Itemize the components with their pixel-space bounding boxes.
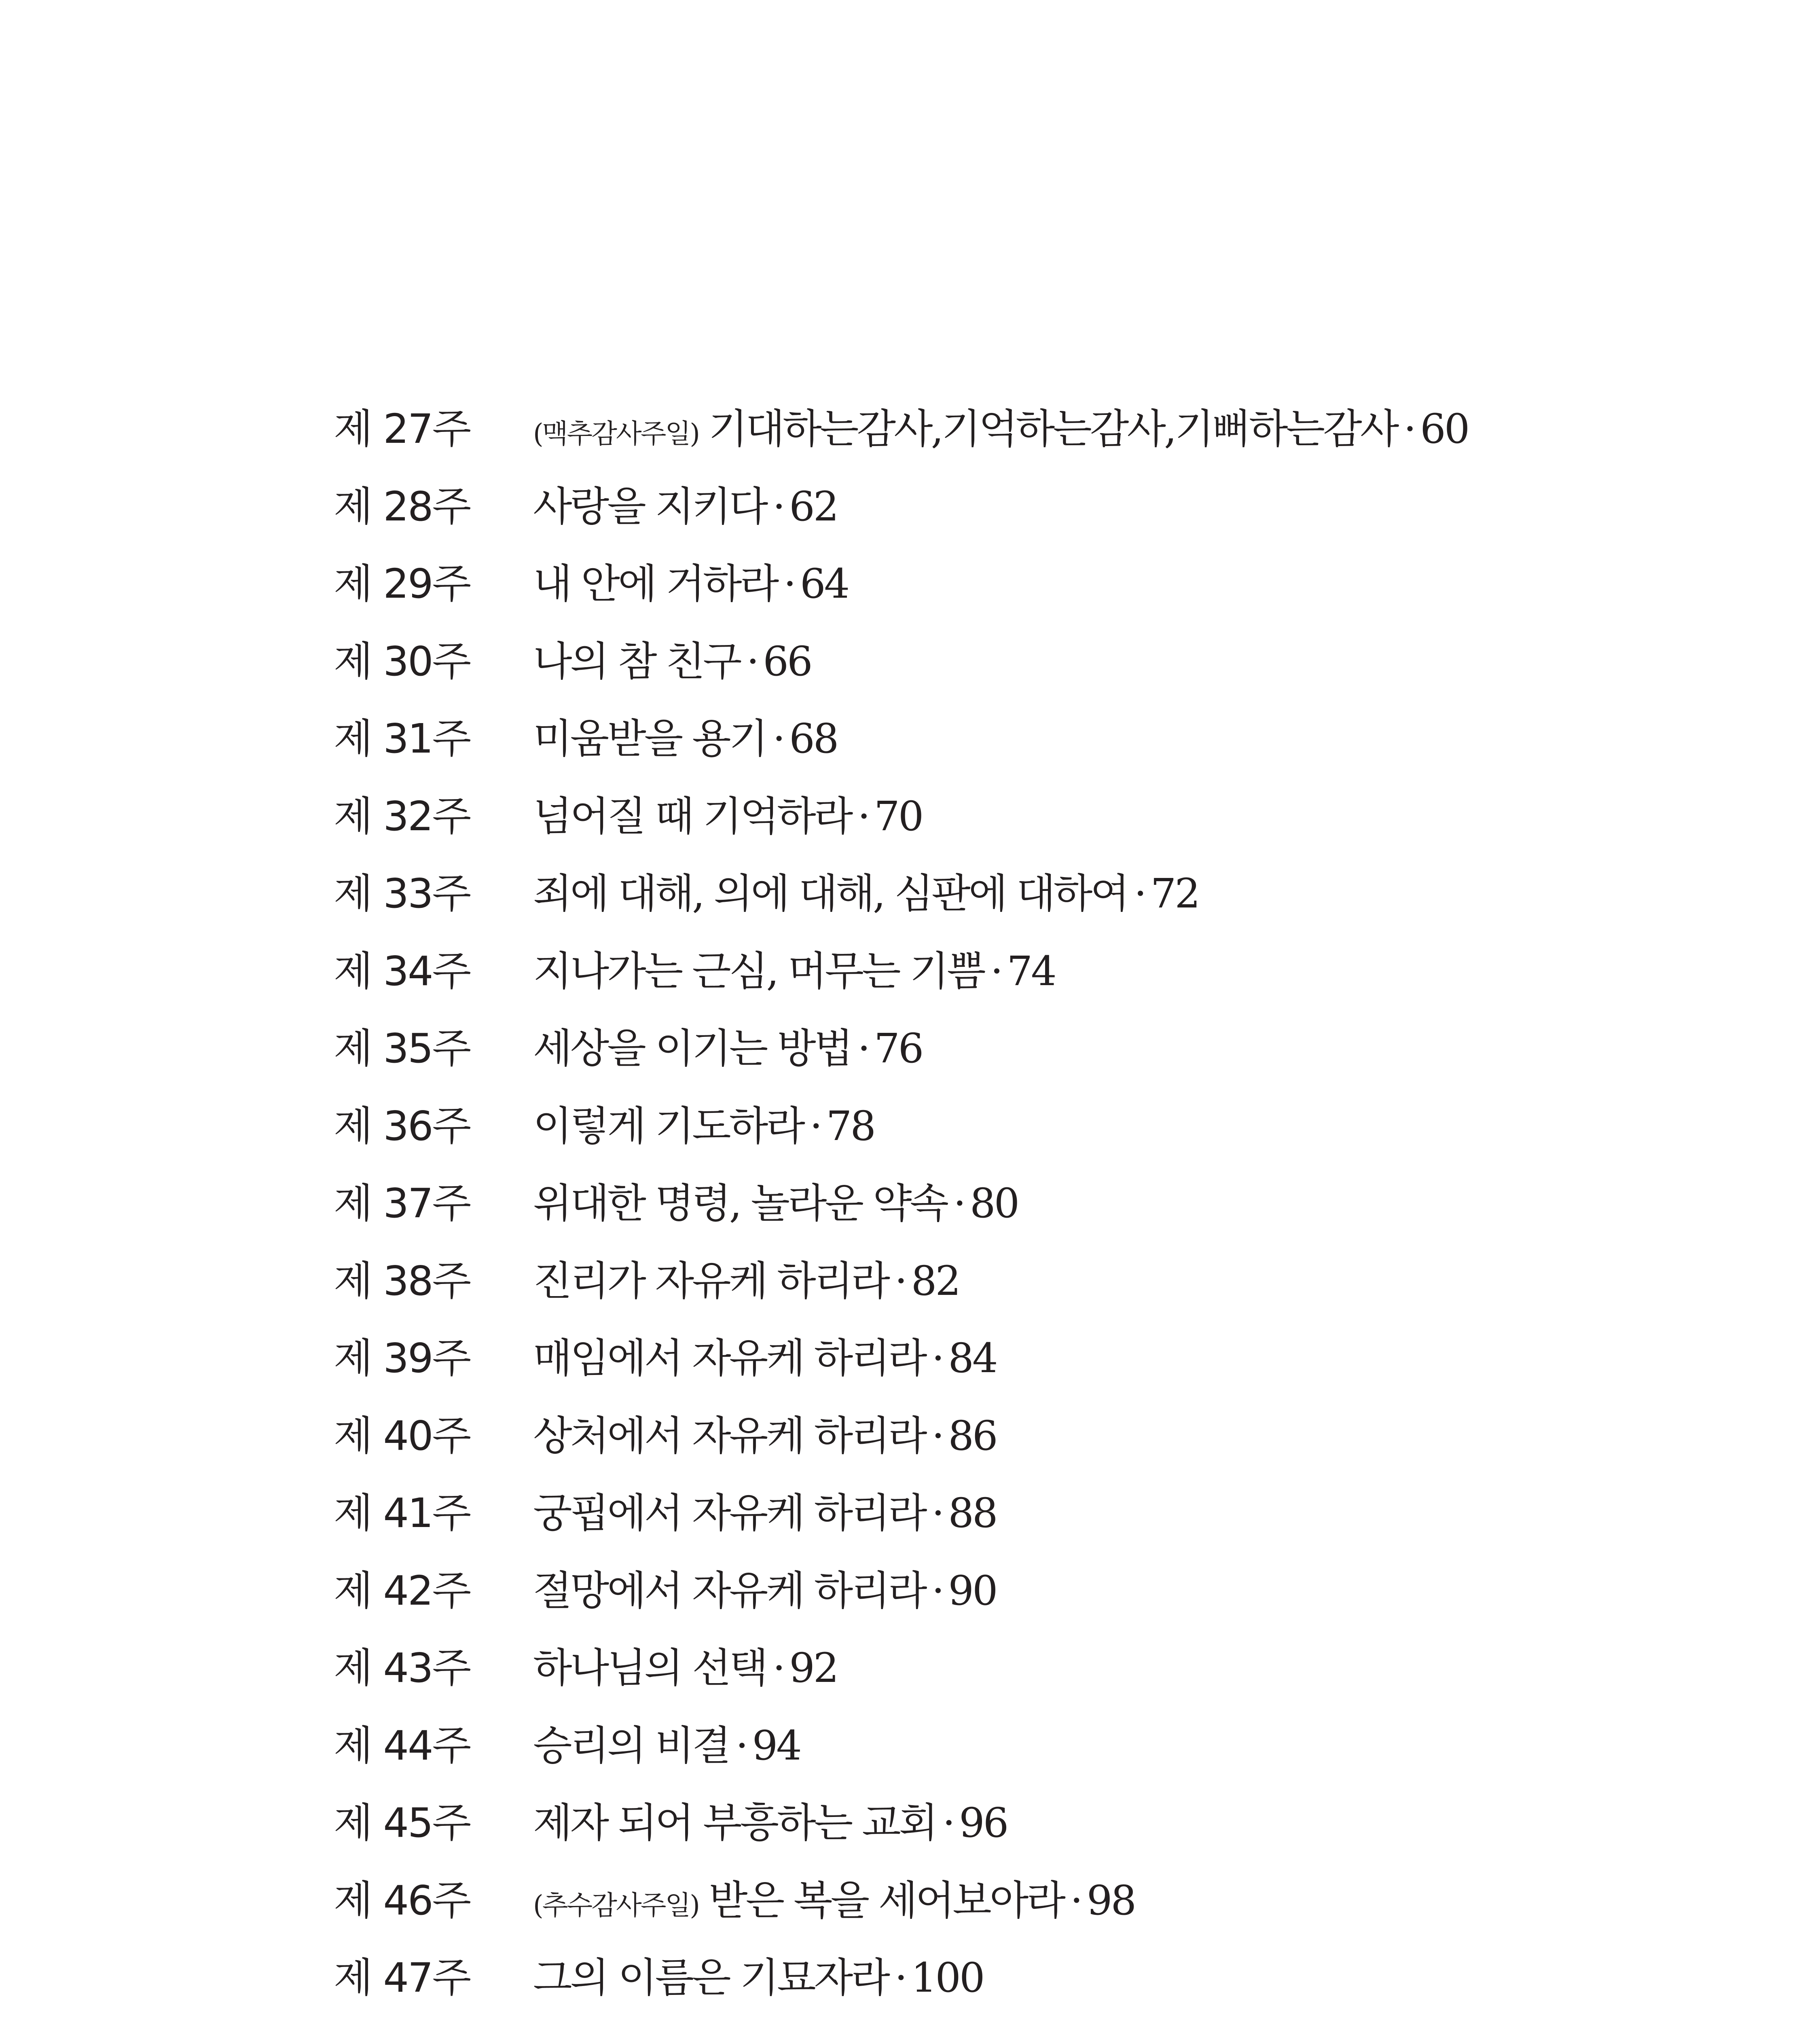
page-separator: ·	[772, 482, 784, 530]
toc-entry	[334, 1093, 1668, 1171]
page-number: 64	[800, 560, 849, 607]
page-separator: ·	[1403, 405, 1415, 453]
entry-text	[533, 706, 837, 764]
entry-title: 이렇게 기도하라	[533, 1102, 803, 1150]
page-number: 88	[948, 1489, 997, 1537]
entry-text	[533, 1326, 997, 1384]
page-separator: ·	[1134, 870, 1145, 917]
page-number: 62	[789, 482, 838, 530]
week-label: 제 39주	[334, 1335, 470, 1382]
page-number: 100	[911, 1954, 984, 2001]
entry-text	[533, 1016, 922, 1074]
page-separator: ·	[894, 1257, 906, 1305]
page-number: 82	[911, 1257, 960, 1305]
toc-entry	[334, 1248, 1668, 1326]
page-separator: ·	[931, 1412, 943, 1459]
toc-entry	[334, 1016, 1668, 1093]
toc-entry	[334, 1790, 1668, 1868]
toc-entry	[334, 396, 1668, 474]
entry-text	[533, 939, 1055, 997]
toc-entry	[334, 629, 1668, 706]
occasion-note: (추수감사주일)	[533, 1889, 699, 1921]
week-label: 제 43주	[334, 1644, 470, 1692]
page-number: 60	[1420, 405, 1469, 453]
toc-entry	[334, 1868, 1668, 1946]
page-separator: ·	[735, 1722, 747, 1769]
toc-entry	[334, 551, 1668, 629]
entry-title: 진리가 자유케 하리라	[533, 1257, 888, 1305]
occasion-note: (맥추감사주일)	[533, 418, 699, 449]
page-separator: ·	[772, 715, 784, 762]
week-label: 제 45주	[334, 1799, 470, 1846]
week-label: 제 28주	[334, 482, 470, 530]
week-label: 제 27주	[334, 405, 470, 453]
toc-entry	[334, 474, 1668, 552]
week-label: 제 30주	[334, 637, 470, 685]
week-label: 제 41주	[334, 1489, 470, 1537]
week-label: 제 42주	[334, 1567, 470, 1614]
entry-text	[533, 629, 811, 687]
entry-text	[533, 1713, 800, 1771]
table-of-contents	[334, 396, 1668, 2022]
entry-title: 내 안에 거하라	[533, 560, 777, 607]
entry-text	[533, 1093, 874, 1152]
entry-title: 사랑을 지키다	[533, 482, 766, 530]
entry-title: 나의 참 친구	[533, 637, 740, 685]
page-separator: ·	[931, 1489, 943, 1537]
entry-title: 세상을 이기는 방법	[533, 1025, 851, 1072]
page-number: 98	[1086, 1876, 1135, 1924]
week-label: 제 44주	[334, 1722, 470, 1769]
page-separator: ·	[783, 560, 794, 607]
entry-title: 승리의 비결	[533, 1722, 729, 1769]
page-separator: ·	[746, 637, 758, 685]
entry-title: 상처에서 자유케 하리라	[533, 1412, 925, 1459]
week-label: 제 34주	[334, 947, 470, 995]
toc-entry	[334, 1326, 1668, 1403]
page-number: 84	[948, 1335, 997, 1382]
toc-entry	[334, 1481, 1668, 1558]
toc-entry	[334, 861, 1668, 939]
week-label: 제 32주	[334, 792, 470, 840]
entry-title: 매임에서 자유케 하리라	[533, 1335, 925, 1382]
week-label: 제 33주	[334, 870, 470, 917]
week-label: 제 38주	[334, 1257, 470, 1305]
entry-text	[533, 474, 837, 532]
page-number: 66	[763, 637, 811, 685]
entry-title: 받은 복을 세어보아라	[709, 1876, 1064, 1924]
page-number: 72	[1150, 870, 1199, 917]
entry-title: 제자 되어 부흥하는 교회	[533, 1799, 936, 1846]
week-label: 제 35주	[334, 1025, 470, 1072]
page-separator: ·	[953, 1180, 964, 1227]
entry-text	[533, 1635, 837, 1694]
toc-entry	[334, 1403, 1668, 1481]
page-separator: ·	[931, 1567, 943, 1614]
entry-text	[533, 1171, 1018, 1229]
week-label: 제 29주	[334, 560, 470, 607]
entry-text	[533, 1945, 984, 2003]
entry-title: 절망에서 자유케 하리라	[533, 1567, 925, 1614]
entry-text	[533, 784, 922, 842]
entry-title: 위대한 명령, 놀라운 약속	[533, 1180, 947, 1227]
page-separator: ·	[990, 947, 1001, 995]
entry-text	[533, 551, 848, 609]
page-separator: ·	[931, 1335, 943, 1382]
entry-title: 죄에 대해, 의에 대해, 심판에 대하여	[533, 870, 1128, 917]
week-label: 제 46주	[334, 1876, 470, 1924]
page-number: 96	[959, 1799, 1007, 1846]
week-label: 제 47주	[334, 1954, 470, 2001]
page-number: 76	[874, 1025, 923, 1072]
page-number: 92	[789, 1644, 838, 1692]
page-number: 80	[969, 1180, 1018, 1227]
entry-text	[533, 1558, 997, 1616]
page-separator: ·	[1070, 1876, 1081, 1924]
page-separator: ·	[857, 1025, 869, 1072]
entry-text	[533, 1868, 1135, 1926]
entry-title: 기대하는감사,기억하는감사,기뻐하는감사	[709, 405, 1397, 453]
entry-title: 하나님의 선택	[533, 1644, 766, 1692]
toc-entry	[334, 939, 1668, 1016]
toc-entry	[334, 1558, 1668, 1636]
entry-text	[533, 861, 1199, 919]
page-number: 94	[752, 1722, 800, 1769]
week-label: 제 40주	[334, 1412, 470, 1459]
week-label: 제 37주	[334, 1180, 470, 1227]
entry-title: 미움받을 용기	[533, 715, 766, 762]
page-number: 70	[874, 792, 923, 840]
page-separator: ·	[942, 1799, 954, 1846]
toc-entry	[334, 1171, 1668, 1248]
toc-entry	[334, 706, 1668, 784]
page-separator: ·	[857, 792, 869, 840]
page-separator: ·	[772, 1644, 784, 1692]
entry-text	[533, 1403, 997, 1462]
entry-title: 지나가는 근심, 머무는 기쁨	[533, 947, 984, 995]
toc-entry	[334, 784, 1668, 861]
entry-title: 그의 이름은 기묘자라	[533, 1954, 888, 2001]
entry-text	[533, 1481, 997, 1539]
entry-text	[533, 1248, 959, 1307]
entry-title: 궁핍에서 자유케 하리라	[533, 1489, 925, 1537]
week-label: 제 36주	[334, 1102, 470, 1150]
entry-title: 넘어질 때 기억하라	[533, 792, 851, 840]
page-number: 90	[948, 1567, 997, 1614]
page-number: 86	[948, 1412, 997, 1459]
page-separator: ·	[894, 1954, 906, 2001]
page-separator: ·	[810, 1102, 821, 1150]
toc-entry	[334, 1635, 1668, 1713]
week-label: 제 31주	[334, 715, 470, 762]
toc-entry	[334, 1713, 1668, 1791]
entry-text	[533, 1790, 1007, 1849]
page-number: 78	[826, 1102, 875, 1150]
page-number: 74	[1007, 947, 1055, 995]
entry-text	[533, 396, 1468, 455]
toc-entry	[334, 1945, 1668, 2022]
page-number: 68	[789, 715, 838, 762]
